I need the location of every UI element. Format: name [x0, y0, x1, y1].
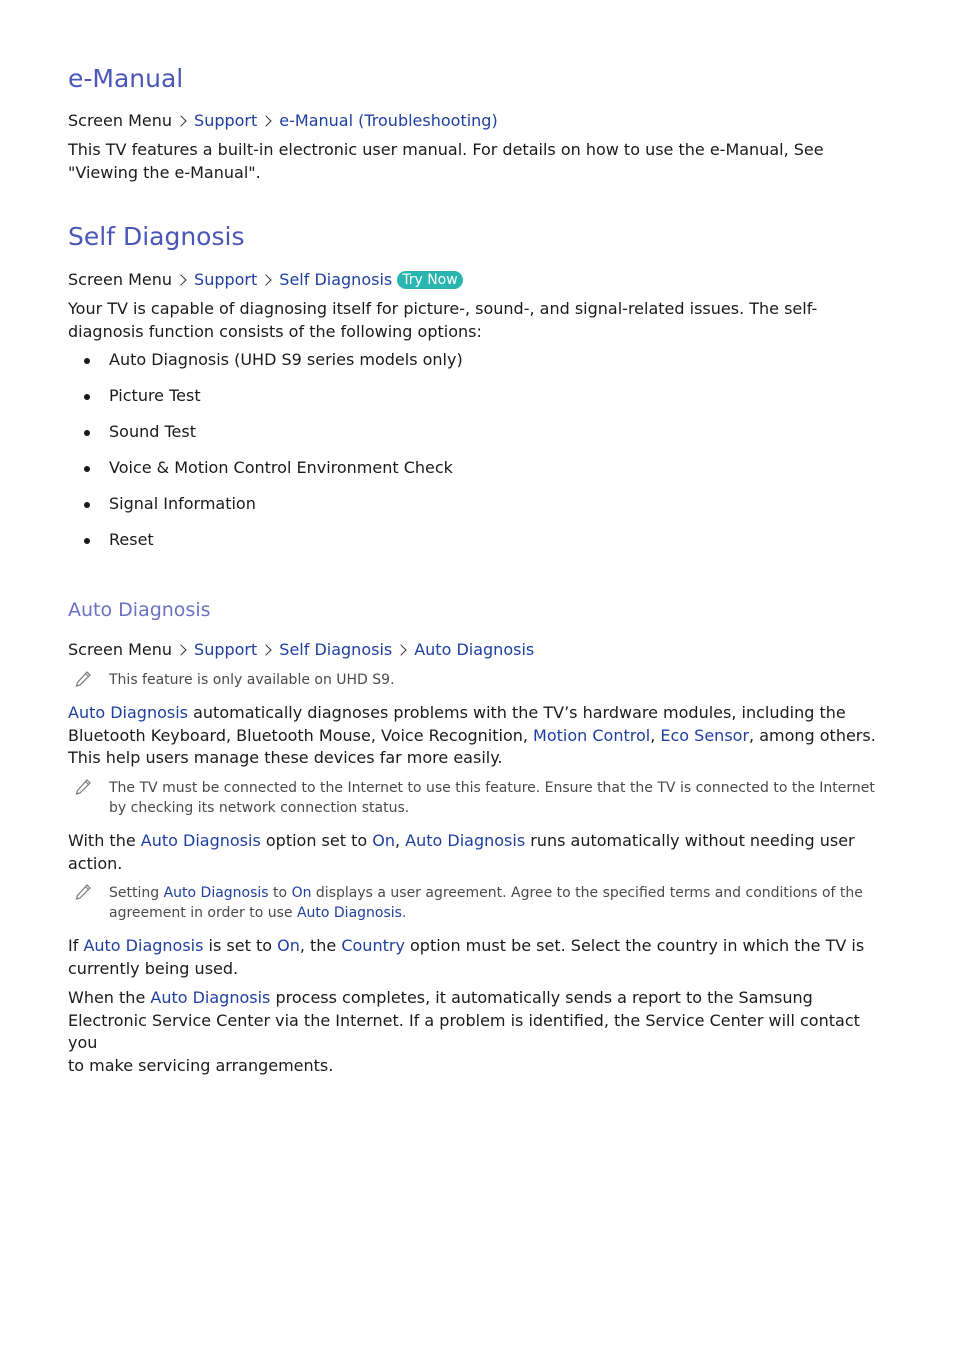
subsection-title-auto-diagnosis: Auto Diagnosis [68, 599, 211, 621]
try-now-button[interactable]: Try Now [397, 271, 462, 289]
breadcrumb-emanual [68, 111, 498, 131]
on-link[interactable]: On [291, 885, 312, 901]
note-user-agreement: Setting Auto Diagnosis to On displays a user agreement. Agree to the specified terms and conditions of the agreement in order to use Auto Diagnosis. [68, 883, 886, 923]
auto-diagnosis-link[interactable]: Auto Diagnosis [140, 831, 261, 850]
auto-diagnosis-link[interactable]: Auto Diagnosis [68, 703, 189, 722]
auto-diagnosis-link[interactable]: Auto Diagnosis [296, 905, 402, 921]
on-link[interactable]: On [277, 936, 300, 955]
list-item: Signal Information [68, 493, 868, 529]
auto-diagnosis-link[interactable]: Auto Diagnosis [163, 885, 269, 901]
self-diagnosis-options-list [68, 349, 868, 565]
breadcrumb-auto-diagnosis-link[interactable]: Auto Diagnosis [414, 640, 535, 659]
on-link[interactable]: On [372, 831, 395, 850]
chevron-right-icon [175, 115, 186, 126]
country-link[interactable]: Country [341, 936, 405, 955]
bullet-icon [84, 358, 90, 364]
list-item: Voice & Motion Control Environment Check [68, 457, 868, 493]
breadcrumb-self-diagnosis-link[interactable]: Self Diagnosis [279, 640, 393, 659]
note-internet: The TV must be connected to the Internet to use this feature. Ensure that the TV is connected to the Internet by checking its network connection status. [68, 778, 886, 818]
breadcrumb-emanual-link[interactable]: e-Manual (Troubleshooting) [279, 111, 498, 130]
chevron-right-icon [261, 274, 272, 285]
auto-diagnosis-paragraph-3: If Auto Diagnosis is set to On, the Country option must be set. Select the country in which the TV is currently being used. [68, 936, 865, 978]
chevron-right-icon [175, 644, 186, 655]
chevron-right-icon [261, 644, 272, 655]
bullet-icon [84, 538, 90, 544]
eco-sensor-link[interactable]: Eco Sensor [660, 725, 750, 745]
auto-diagnosis-paragraph-4: When the Auto Diagnosis process completes, it automatically sends a report to the Samsung Electronic Service Center via the Internet. If a problem is identified, the Service Center will contact you to make servicing arrangements. [68, 988, 860, 1075]
chevron-right-icon [396, 644, 407, 655]
breadcrumb-support-link[interactable]: Support [194, 640, 258, 659]
breadcrumb-self-diagnosis [68, 270, 463, 290]
bullet-icon [84, 430, 90, 436]
chevron-right-icon [175, 274, 186, 285]
list-item: Auto Diagnosis (UHD S9 series models only) [68, 349, 868, 385]
chevron-right-icon [261, 115, 272, 126]
auto-diagnosis-link[interactable]: Auto Diagnosis [405, 831, 526, 850]
pencil-icon [74, 883, 92, 901]
bullet-icon [84, 502, 90, 508]
breadcrumb-support-link[interactable]: Support [194, 111, 258, 130]
list-item: Picture Test [68, 385, 868, 421]
pencil-icon [74, 778, 92, 796]
breadcrumb-root: Screen Menu [68, 640, 173, 659]
section-title-emanual: e-Manual [68, 64, 184, 93]
breadcrumb-root: Screen Menu [68, 111, 173, 130]
list-item: Reset [68, 529, 868, 565]
breadcrumb-support-link[interactable]: Support [194, 270, 258, 289]
note-availability: This feature is only available on UHD S9. [68, 670, 886, 690]
list-item: Sound Test [68, 421, 868, 457]
bullet-icon [84, 466, 90, 472]
emanual-description: This TV features a built-in electronic user manual. For details on how to use the e-Manual, See "Viewing the e-Manual". [68, 140, 824, 182]
breadcrumb-root: Screen Menu [68, 270, 173, 289]
auto-diagnosis-link[interactable]: Auto Diagnosis [150, 988, 271, 1007]
auto-diagnosis-paragraph-2: With the Auto Diagnosis option set to On, Auto Diagnosis runs automatically without needing user action. [68, 831, 855, 873]
auto-diagnosis-link[interactable]: Auto Diagnosis [83, 936, 204, 955]
motion-control-link[interactable]: Motion Control [533, 725, 651, 745]
auto-diagnosis-paragraph-1: Auto Diagnosis automatically diagnoses problems with the TV’s hardware modules, including the Bluetooth Keyboard, Bluetooth Mouse, Voice Recognition, Motion Control, Eco Sensor, among others. This help users manage these devices far more easily. [68, 703, 876, 767]
self-diagnosis-description: Your TV is capable of diagnosing itself for picture-, sound-, and signal-related issues. The self- diagnosis function consists of the following options: [68, 299, 818, 341]
breadcrumb-self-diagnosis-link[interactable]: Self Diagnosis [279, 270, 393, 289]
bullet-icon [84, 394, 90, 400]
pencil-icon [74, 670, 92, 688]
section-title-self-diagnosis: Self Diagnosis [68, 222, 245, 251]
breadcrumb-auto-diagnosis [68, 640, 534, 660]
